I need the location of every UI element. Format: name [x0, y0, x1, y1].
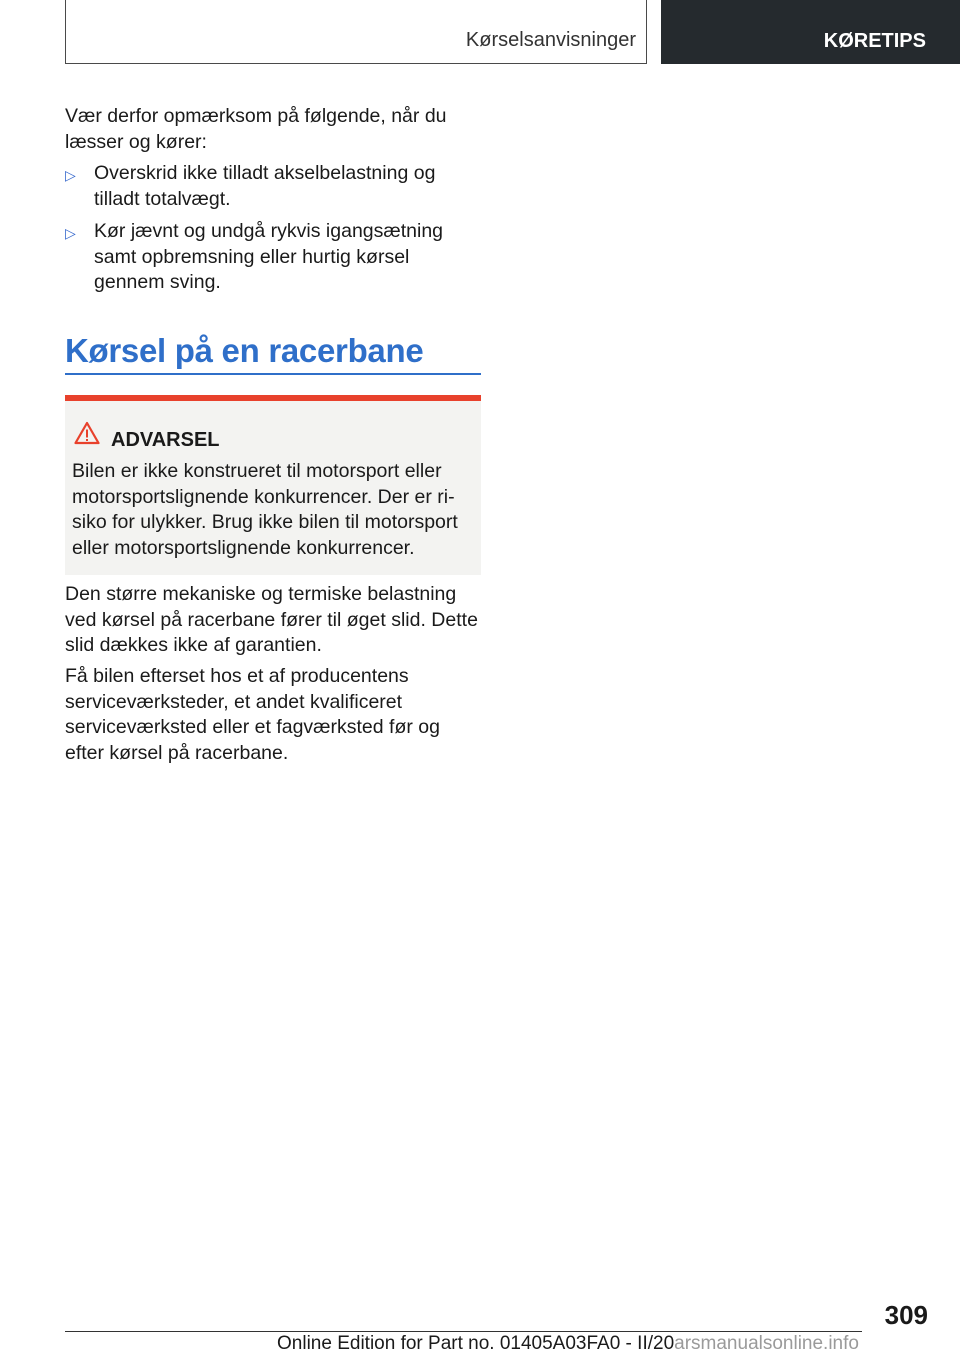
warning-triangle-icon [74, 421, 100, 445]
list-item-text: Overskrid ikke tilladt akselbelastning og tilladt totalvægt. [94, 162, 436, 210]
intro-paragraph: Vær derfor opmærksom på følgende, når du læsser og kører: [65, 105, 447, 153]
footer-edition [277, 1333, 859, 1355]
warning-text: Bilen er ikke konstrueret til motorsport eller motorsportslignende konkurrencer. Der er risiko for ulykker. Brug ikke bilen til motorsport eller motorsportslignende konkurrencer. [72, 460, 458, 559]
footer-rule [65, 1331, 862, 1332]
section-heading: Kørsel på en racerbane [65, 332, 424, 369]
section-title: Kørselsanvisninger [465, 29, 636, 51]
watermark-text: arsmanualsonline.info [674, 1333, 859, 1354]
bullet-list [65, 161, 481, 303]
list-item-text: Kør jævnt og undgå rykvis igangsætning samt opbremsning eller hurtig kørsel gennem sving. [94, 220, 444, 293]
chapter-tab[interactable] [661, 0, 960, 64]
edition-text: Online Edition for Part no. 01405A03FA0 - II/20 [277, 1333, 675, 1354]
body-paragraph: Den større mekaniske og termiske belastning ved kørsel på racerbane fører til øget slid. Dette slid dækkes ikke af garantien. [65, 583, 478, 656]
list-item [65, 161, 481, 212]
triangle-bullet-icon: ▷ [65, 225, 76, 241]
triangle-bullet-icon: ▷ [65, 167, 76, 183]
page-number: 309 [884, 1300, 928, 1330]
body-paragraph: Få bilen efterset hos et af producentens serviceværksteder, et andet kvalificeret serviceværksted eller et fagværksted før og efter kørsel på racerbane. [65, 665, 440, 764]
warning-title: ADVARSEL [111, 429, 220, 451]
list-item [65, 219, 481, 296]
chapter-tab-label: KØRETIPS [823, 29, 926, 52]
heading-underline [65, 373, 481, 375]
warning-box [65, 395, 481, 575]
